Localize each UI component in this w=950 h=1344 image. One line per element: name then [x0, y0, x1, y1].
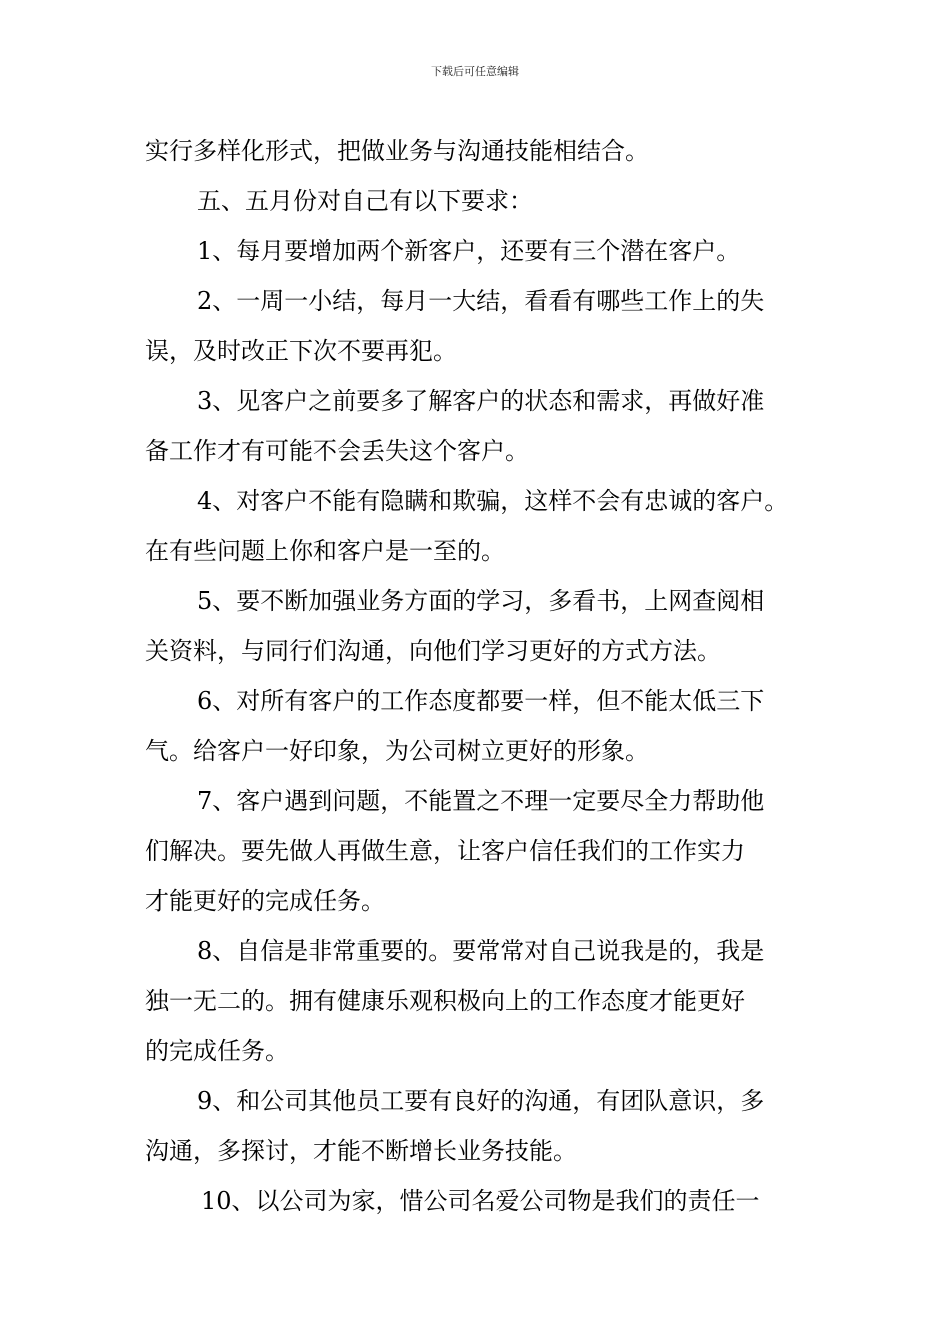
list-item-4: 4、对客户不能有隐瞒和欺骗，这样不会有忠诚的客户。 — [197, 487, 789, 515]
list-item-9: 9、和公司其他员工要有良好的沟通，有团队意识，多 — [197, 1087, 765, 1115]
document-body — [145, 126, 810, 1226]
list-item-5: 5、要不断加强业务方面的学习，多看书，上网查阅相 — [197, 587, 765, 615]
list-item-10: 10、以公司为家，惜公司名爱公司物是我们的责任一 — [201, 1187, 760, 1215]
list-item-2-cont: 误，及时改正下次不要再犯。 — [145, 337, 457, 365]
list-item-1: 1、每月要增加两个新客户，还要有三个潜在客户。 — [197, 237, 741, 265]
list-item-6-cont: 气。给客户一好印象，为公司树立更好的形象。 — [145, 737, 649, 765]
page-header: 下载后可任意编辑 — [431, 65, 519, 78]
list-item-9-cont: 沟通，多探讨，才能不断增长业务技能。 — [145, 1137, 577, 1165]
paragraph-line: 实行多样化形式，把做业务与沟通技能相结合。 — [145, 137, 649, 165]
list-item-6: 6、对所有客户的工作态度都要一样，但不能太低三下 — [197, 687, 765, 715]
list-item-8-cont: 的完成任务。 — [145, 1037, 289, 1065]
list-item-3-cont: 备工作才有可能不会丢失这个客户。 — [145, 437, 529, 465]
list-item-4-cont: 在有些问题上你和客户是一至的。 — [145, 537, 505, 565]
list-item-5-cont: 关资料，与同行们沟通，向他们学习更好的方式方法。 — [145, 637, 721, 665]
list-item-2: 2、一周一小结，每月一大结，看看有哪些工作上的失 — [197, 287, 765, 315]
list-item-7: 7、客户遇到问题，不能置之不理一定要尽全力帮助他 — [197, 787, 765, 815]
list-item-8-cont: 独一无二的。拥有健康乐观积极向上的工作态度才能更好 — [145, 987, 745, 1015]
section-heading: 五、五月份对自己有以下要求： — [197, 187, 533, 215]
list-item-3: 3、见客户之前要多了解客户的状态和需求，再做好准 — [197, 387, 765, 415]
list-item-8: 8、自信是非常重要的。要常常对自己说我是的，我是 — [197, 937, 765, 965]
list-item-7-cont: 们解决。要先做人再做生意，让客户信任我们的工作实力 — [145, 837, 745, 865]
list-item-7-cont: 才能更好的完成任务。 — [145, 887, 385, 915]
